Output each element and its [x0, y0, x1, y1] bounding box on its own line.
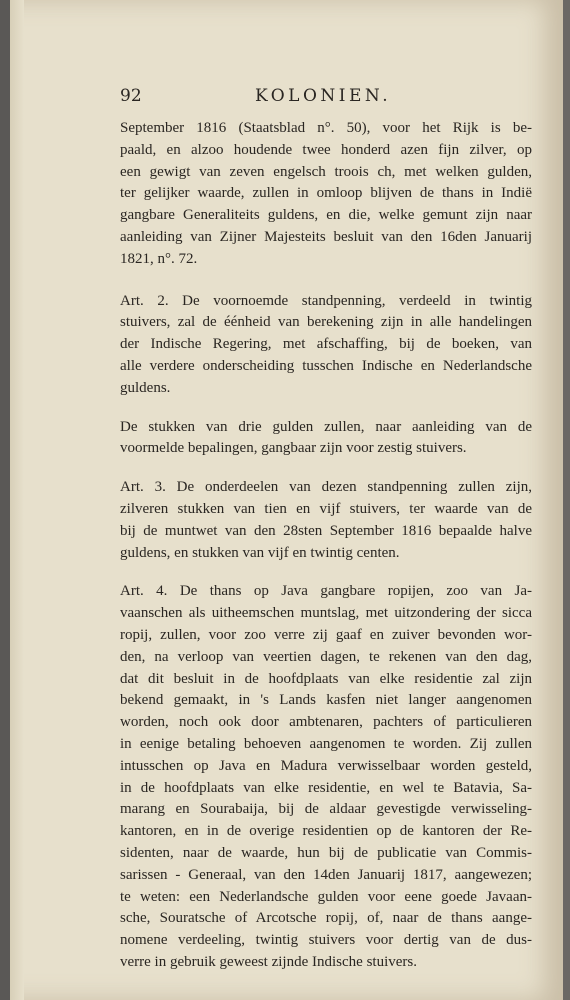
text-line: intusschen op Java en Madura verwisselbaar worden gesteld,: [120, 757, 532, 774]
text-line: guldens.: [120, 379, 171, 396]
text-line: ter gelijker waarde, zullen in omloop blijven de thans in Indië: [120, 185, 532, 202]
text-line: dat dit besluit in de hoofdplaats van elke residentie zal zijn: [120, 670, 532, 687]
text-line: zilveren stukken van tien en vijf stuivers, ter waarde van de: [120, 500, 532, 517]
text-line: Art. 4. De thans op Java gangbare ropijen, zoo van Ja-: [120, 583, 532, 600]
text-line: stuivers, zal de éénheid van berekening zijn in alle handelingen: [120, 314, 532, 331]
text-line: bekend gemaakt, in 's Lands kasfen niet langer aangenomen: [120, 692, 532, 709]
running-head: KOLONIEN.: [255, 86, 392, 106]
text-line: marang en Sourabaija, bij de aldaar gevestigde verwisseling-: [120, 801, 532, 818]
text-line: guldens, en stukken van vijf en twintig centen.: [120, 544, 400, 561]
text-line: nomene verdeeling, twintig stuivers voor dertig van de dus-: [120, 932, 532, 949]
text-line: September 1816 (Staatsblad n°. 50), voor het Rijk is be-: [120, 120, 532, 136]
text-line: verre in gebruik geweest zijnde Indische stuivers.: [120, 953, 417, 970]
text-line: vaanschen als uitheemschen muntslag, met uitzondering der sicca: [120, 605, 532, 622]
book-edge: [563, 0, 570, 1000]
text-line: alle verdere onderscheiding tusschen Indische en Nederlandsche: [120, 357, 532, 374]
text-line: gangbare Generaliteits guldens, en die, welke gemunt zijn naar: [120, 207, 532, 224]
page-header: [120, 86, 408, 112]
text-line: den, na verloop van veertien dagen, te rekenen van den dag,: [120, 648, 532, 665]
text-line: in de hoofdplaats van elke residentie, en wel te Batavia, Sa-: [120, 779, 532, 796]
text-line: te weten: een Nederlandsche gulden voor eene goede Javaan-: [120, 888, 532, 905]
text-line: aanleiding van Zijner Majesteits besluit van den 16den Januarij: [120, 228, 532, 245]
text-line: paald, en alzoo houdende twee honderd azen fijn zilver, op: [120, 141, 532, 158]
text-line: in eenige betaling behoeven aangenomen te worden. Zij zullen: [120, 735, 532, 752]
text-line: kantoren, en in de overige residentien op de kantoren der Re-: [120, 823, 532, 840]
text-line: sidenten, naar de waarde, hun bij de publicatie van Commis-: [120, 844, 532, 861]
text-line: De stukken van drie gulden zullen, naar aanleiding van de: [120, 418, 532, 435]
text-line: een gewigt van zeven engelsch troois ch, met welken gulden,: [120, 163, 532, 180]
text-line: ropij, zullen, voor zoo verre zij gaaf en zuiver bevonden wor-: [120, 626, 532, 643]
text-line: worden, noch ook door ambtenaren, pachters of particulieren: [120, 714, 532, 731]
text-line: sarissen - Generaal, van den 14den Januarij 1817, aangewezen;: [120, 866, 532, 883]
text-line: der Indische Regering, met afschaffing, bij de boeken, van: [120, 336, 532, 353]
text-line: sche, Souratsche of Arcotsche ropij, of, naar de thans aange-: [120, 910, 532, 927]
body-text: [120, 118, 532, 974]
text-line: Art. 3. De onderdeelen van dezen standpenning zullen zijn,: [120, 479, 532, 496]
text-line: 1821, n°. 72.: [120, 250, 198, 267]
text-line: bij de muntwet van den 28sten September 1816 bepaalde halve: [120, 522, 532, 539]
page-gutter: [10, 0, 24, 1000]
text-line: voormelde bepalingen, gangbaar zijn voor zestig stuivers.: [120, 440, 467, 457]
page-number: 92: [120, 86, 142, 106]
text-line: Art. 2. De voornoemde standpenning, verdeeld in twintig: [120, 292, 532, 309]
